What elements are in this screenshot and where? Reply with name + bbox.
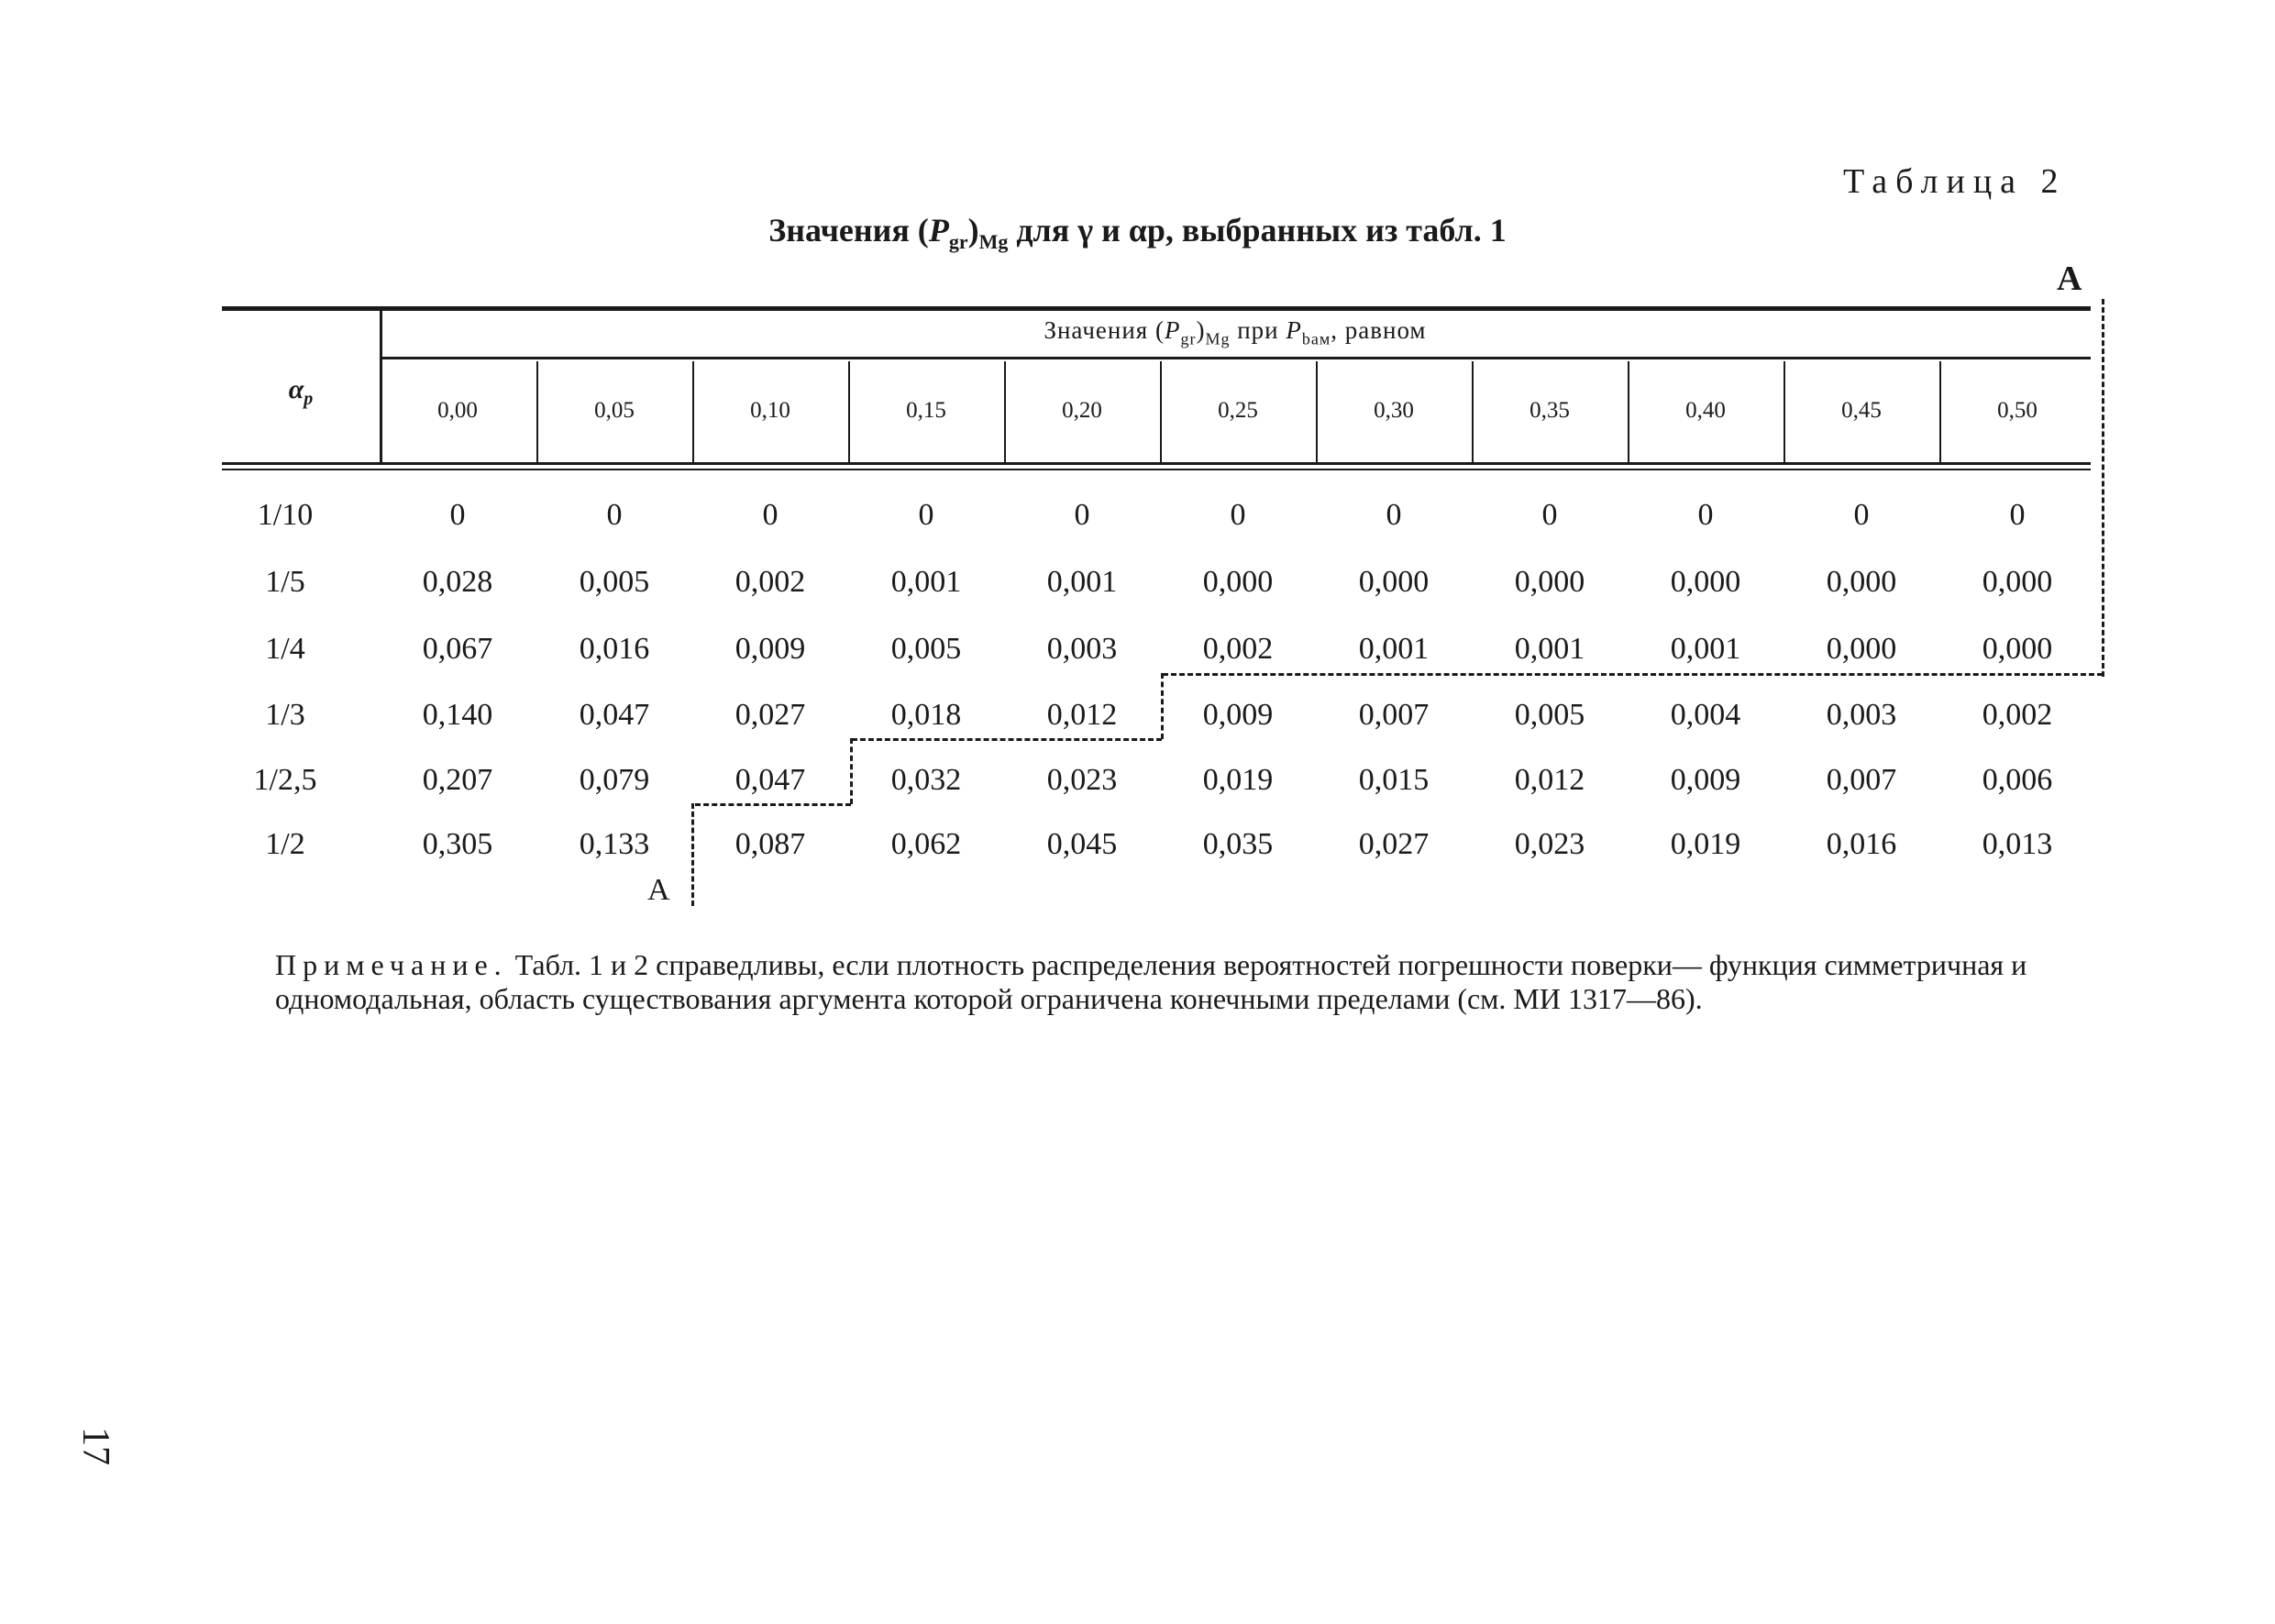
column-header: 0,35 <box>1530 398 1570 423</box>
table-cell: 0,007 <box>1826 763 1897 797</box>
table-cell: 0,013 <box>1982 827 2053 861</box>
caption-symbol-sub: gr <box>948 230 968 254</box>
table-cell: 0,009 <box>1670 763 1741 797</box>
table-cell: 0,000 <box>1982 632 2053 666</box>
boundary-step-2-horizontal <box>852 738 1162 741</box>
table-cell: 0,005 <box>579 565 650 599</box>
table-note <box>275 948 2091 1016</box>
table-cell: 0,047 <box>734 763 806 797</box>
table-cell: 0,001 <box>1358 632 1430 666</box>
row-label: 1/4 <box>265 632 305 666</box>
cut-marker-top: А <box>2057 260 2082 298</box>
group-index-sub: Mg <box>1205 329 1231 348</box>
table-cell: 0 <box>1541 498 1558 532</box>
table-cell: 0,000 <box>1826 632 1897 666</box>
table-cell: 0,012 <box>1046 698 1118 732</box>
group-mid-text: при <box>1230 316 1287 344</box>
caption-symbol: P <box>928 212 949 249</box>
table-cell: 0,133 <box>579 827 650 861</box>
group-suffix: , равном <box>1331 316 1427 344</box>
table-cell: 0,009 <box>1202 698 1274 732</box>
table-cell: 0,207 <box>422 763 493 797</box>
table-cell: 0,023 <box>1046 763 1118 797</box>
table-cell: 0,005 <box>1514 698 1585 732</box>
row-label: 1/10 <box>257 498 314 532</box>
note-text: Табл. 1 и 2 справедливы, если плотность распределения вероятностей погрешности поверки— функция симметричная и одномодальная, область существования аргумента которой ограничена конечными пределами (см. МИ 1317—86). <box>275 948 2027 1015</box>
group-param-sub: bам <box>1301 329 1331 348</box>
table-cell: 0,016 <box>579 632 650 666</box>
row-label: 1/5 <box>265 565 305 599</box>
table-cell: 0,015 <box>1358 763 1430 797</box>
table-cell: 0,001 <box>1514 632 1585 666</box>
boundary-right-vertical <box>2102 299 2104 677</box>
column-header: 0,10 <box>750 398 790 423</box>
table-cell: 0,002 <box>734 565 806 599</box>
row-header-alpha <box>222 374 380 410</box>
table-cell: 0,045 <box>1046 827 1118 861</box>
table-label: Таблица 2 <box>1843 162 2067 201</box>
table-cell: 0,000 <box>1826 565 1897 599</box>
table-cell: 0,002 <box>1202 632 1274 666</box>
table-cell: 0,003 <box>1046 632 1118 666</box>
group-symbol-sub: gr <box>1180 329 1197 348</box>
boundary-step-3-vertical <box>691 803 694 906</box>
page-number: 17 <box>74 1427 116 1465</box>
table-cell: 0 <box>606 498 623 532</box>
table-cell: 0,023 <box>1514 827 1585 861</box>
boundary-step-2-vertical <box>850 738 853 804</box>
note-lead: Примечание. <box>275 948 508 981</box>
row-label: 1/2 <box>265 827 305 861</box>
row-header-sub: p <box>304 389 314 409</box>
table-cell: 0,000 <box>1202 565 1274 599</box>
table-cell: 0,035 <box>1202 827 1274 861</box>
table-cell: 0,067 <box>422 632 493 666</box>
header-bottom-rule-1 <box>222 462 2091 465</box>
caption-prefix: Значения ( <box>768 212 929 249</box>
column-header: 0,45 <box>1841 398 1882 423</box>
cut-marker-bottom: А <box>647 873 670 907</box>
table-cell: 0,003 <box>1826 698 1897 732</box>
table-cell: 0,028 <box>422 565 493 599</box>
table-cell: 0,005 <box>890 632 962 666</box>
table-cell: 0,001 <box>1046 565 1118 599</box>
table-cell: 0,000 <box>1514 565 1585 599</box>
table-cell: 0,305 <box>422 827 493 861</box>
column-group-header <box>380 316 2091 348</box>
column-header: 0,30 <box>1374 398 1414 423</box>
table-cell: 0,001 <box>1670 632 1741 666</box>
boundary-step-3-horizontal <box>695 803 851 806</box>
group-prefix: Значения ( <box>1044 316 1165 344</box>
table-cell: 0,000 <box>1670 565 1741 599</box>
table-cell: 0,002 <box>1982 698 2053 732</box>
table-caption <box>0 211 2275 254</box>
caption-index-sub: Mg <box>978 230 1009 254</box>
column-header: 0,00 <box>437 398 478 423</box>
table-cell: 0,047 <box>579 698 650 732</box>
table-cell: 0,000 <box>1982 565 2053 599</box>
boundary-step-1-vertical <box>1161 673 1164 739</box>
group-middle: ) <box>1196 316 1206 344</box>
column-header: 0,15 <box>906 398 946 423</box>
table-cell: 0,007 <box>1358 698 1430 732</box>
table-top-rule <box>222 306 2091 311</box>
table-cell: 0 <box>1697 498 1714 532</box>
header-bottom-rule-2 <box>222 469 2091 470</box>
column-header: 0,05 <box>594 398 635 423</box>
table-cell: 0 <box>1386 498 1402 532</box>
table-cell: 0,079 <box>579 763 650 797</box>
table-cell: 0 <box>1074 498 1090 532</box>
table-cell: 0 <box>1853 498 1870 532</box>
table-cell: 0,009 <box>734 632 806 666</box>
table-cell: 0 <box>2009 498 2026 532</box>
caption-suffix: для γ и αp, выбранных из табл. 1 <box>1008 212 1507 249</box>
row-label: 1/3 <box>265 698 305 732</box>
caption-middle: ) <box>967 212 979 249</box>
column-header: 0,50 <box>1997 398 2038 423</box>
table-cell: 0,140 <box>422 698 493 732</box>
table-cell: 0,012 <box>1514 763 1585 797</box>
row-label: 1/2,5 <box>253 763 317 797</box>
table-cell: 0 <box>918 498 934 532</box>
table-cell: 0,006 <box>1982 763 2053 797</box>
table-cell: 0,062 <box>890 827 962 861</box>
column-header: 0,40 <box>1685 398 1726 423</box>
group-header-rule <box>380 357 2091 359</box>
table-cell: 0,087 <box>734 827 806 861</box>
table-cell: 0,019 <box>1670 827 1741 861</box>
table-cell: 0,032 <box>890 763 962 797</box>
table-cell: 0,016 <box>1826 827 1897 861</box>
column-header: 0,25 <box>1218 398 1258 423</box>
table-cell: 0,027 <box>734 698 806 732</box>
table-cell: 0,000 <box>1358 565 1430 599</box>
group-param: P <box>1286 316 1302 344</box>
table-cell: 0,001 <box>890 565 962 599</box>
row-header-symbol: α <box>288 374 304 404</box>
table-cell: 0 <box>449 498 466 532</box>
table-cell: 0,004 <box>1670 698 1741 732</box>
table-cell: 0 <box>1230 498 1246 532</box>
table-cell: 0,019 <box>1202 763 1274 797</box>
boundary-step-1-horizontal <box>1163 673 2103 676</box>
table-cell: 0,027 <box>1358 827 1430 861</box>
table-cell: 0 <box>762 498 779 532</box>
group-symbol: P <box>1164 316 1181 344</box>
table-cell: 0,018 <box>890 698 962 732</box>
column-header: 0,20 <box>1062 398 1102 423</box>
